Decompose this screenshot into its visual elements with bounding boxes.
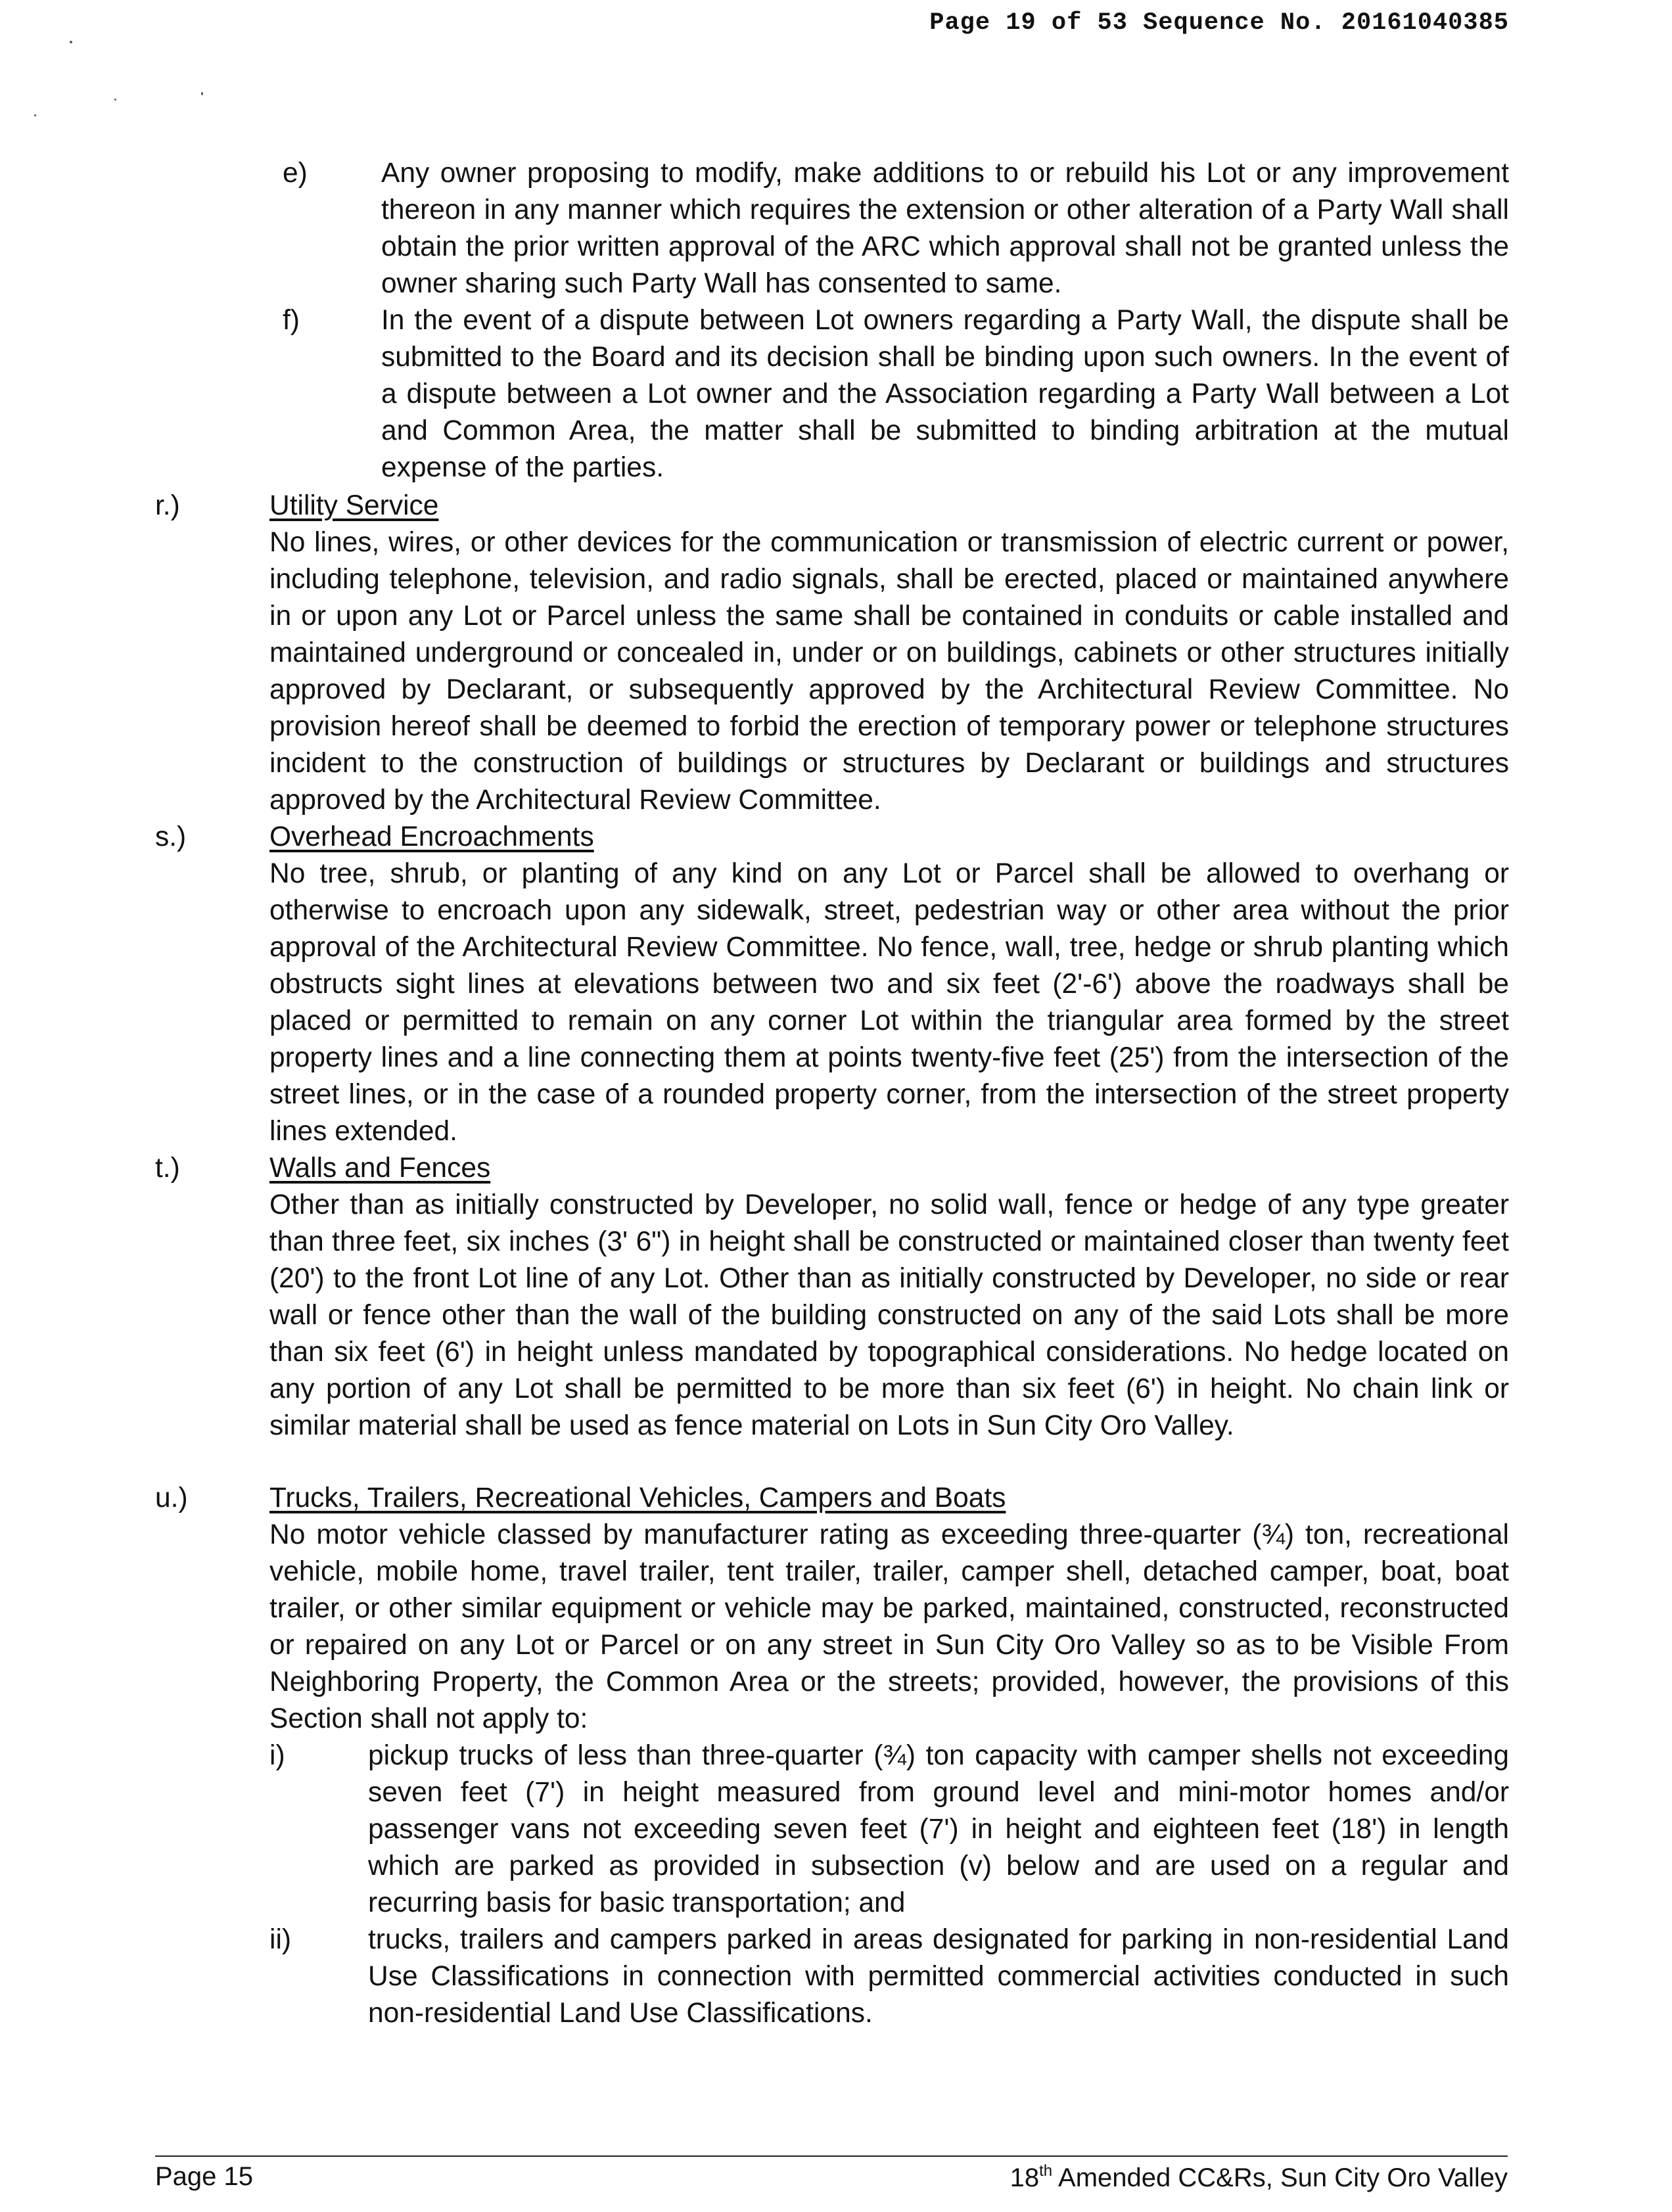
- scan-speck: [114, 99, 116, 101]
- section-paragraph: Other than as initially constructed by Developer, no solid wall, fence or hedge of any type greater than three feet, six inches (3' 6") in height shall be constructed or maintained closer than twenty feet (20') to the front Lot line of any Lot. Other than as initially constructed by Developer, no side or rear wall or fence other than the wall of the building constructed on any of the said Lots shall be more than six feet (6') in height unless mandated by topographical considerations. No hedge located on any portion of any Lot shall be permitted to be more than six feet (6') in height. No chain link or similar material shall be used as fence material on Lots in Sun City Oro Valley.: [269, 1189, 1509, 1441]
- section-heading: Trucks, Trailers, Recreational Vehicles, Campers and Boats: [269, 1483, 1006, 1513]
- sequence-header: Page 19 of 53 Sequence No. 20161040385: [929, 9, 1509, 37]
- section-s-overhead-encroachments: [155, 819, 1509, 1150]
- document-body: [155, 155, 1509, 2032]
- footer-title-text: Amended CC&Rs, Sun City Oro Valley: [1052, 2163, 1508, 2192]
- scan-speck: [70, 41, 72, 43]
- section-marker: u.): [155, 1483, 188, 1513]
- sub-item-f: [283, 302, 1509, 486]
- scan-speck: [34, 114, 36, 116]
- sub-item-marker: f): [283, 305, 300, 336]
- section-marker: r.): [155, 490, 180, 521]
- footer-page-number: Page 15: [155, 2162, 254, 2191]
- section-marker: s.): [155, 821, 187, 852]
- section-paragraph: No lines, wires, or other devices for the communication or transmission of electric current or power, including telephone, television, and radio signals, shall be erected, placed or maintained anywhere in or upon any Lot or Parcel unless the same shall be contained in conduits or cable installed and maintained underground or concealed in, under or on buildings, cabinets or other structures initially approved by Declarant, or subsequently approved by the Architectural Review Committee. No provision hereof shall be deemed to forbid the erection of temporary power or telephone structures incident to the construction of buildings or structures by Declarant or buildings and structures approved by the Architectural Review Committee.: [269, 527, 1509, 816]
- section-marker: t.): [155, 1153, 180, 1184]
- section-heading: Walls and Fences: [269, 1153, 491, 1184]
- nested-item-text: trucks, trailers and campers parked in areas designated for parking in non-residential Land Use Classifications in connection with permitted commercial activities conducted in such non-residential Land Use Classifications.: [368, 1924, 1509, 2029]
- nested-item-marker: i): [269, 1740, 285, 1771]
- sub-item-text: Any owner proposing to modify, make additions to or rebuild his Lot or any improvement thereon in any manner which requires the extension or other alteration of a Party Wall shall obtain the prior written approval of the ARC which approval shall not be granted unless the owner sharing such Party Wall has consented to same.: [381, 158, 1509, 299]
- sub-item-e: [283, 155, 1509, 302]
- footer-document-title: [1010, 2162, 1508, 2193]
- section-u-trucks-trailers: [155, 1480, 1509, 2032]
- nested-item-marker: ii): [269, 1924, 292, 1955]
- scan-speck: [201, 92, 203, 95]
- footer-title-number: 18: [1010, 2163, 1040, 2192]
- section-paragraph: No motor vehicle classed by manufacturer rating as exceeding three-quarter (¾) ton, recreational vehicle, mobile home, travel trailer, tent trailer, trailer, camper shell, detached camper, boat, boat trailer, or other similar equipment or vehicle may be parked, maintained, constructed, reconstructed or repaired on any Lot or Parcel or on any street in Sun City Oro Valley so as to be Visible From Neighboring Property, the Common Area or the streets; provided, however, the provisions of this Section shall not apply to:: [269, 1519, 1509, 1734]
- nested-item-text: pickup trucks of less than three-quarter (¾) ton capacity with camper shells not exceeding seven feet (7') in height measured from ground level and mini-motor homes and/or passenger vans not exceeding seven feet (7') in height and eighteen feet (18') in length which are parked as provided in subsection (v) below and are used on a regular and recurring basis for basic transportation; and: [368, 1740, 1509, 1918]
- sub-item-text: In the event of a dispute between Lot owners regarding a Party Wall, the dispute shall be submitted to the Board and its decision shall be binding upon such owners. In the event of a dispute between a Lot owner and the Association regarding a Party Wall between a Lot and Common Area, the matter shall be submitted to binding arbitration at the mutual expense of the parties.: [381, 305, 1509, 483]
- footer-divider: [155, 2155, 1508, 2157]
- sub-item-marker: e): [283, 158, 308, 189]
- section-paragraph: No tree, shrub, or planting of any kind on any Lot or Parcel shall be allowed to overhang or otherwise to encroach upon any sidewalk, street, pedestrian way or other area without the prior approval of the Architectural Review Committee. No fence, wall, tree, hedge or shrub planting which obstructs sight lines at elevations between two and six feet (2'-6') above the roadways shall be placed or permitted to remain on any corner Lot within the triangular area formed by the street property lines and a line connecting them at points twenty-five feet (25') from the intersection of the street lines, or in the case of a rounded property corner, from the intersection of the street property lines extended.: [269, 858, 1509, 1147]
- section-t-walls-and-fences: [155, 1150, 1509, 1444]
- section-heading: Utility Service: [269, 490, 439, 521]
- nested-item-ii: [269, 1922, 1509, 2032]
- footer-title-ordinal: th: [1039, 2162, 1053, 2180]
- section-heading: Overhead Encroachments: [269, 821, 594, 852]
- nested-item-i: [269, 1738, 1509, 1922]
- section-r-utility-service: [155, 488, 1509, 819]
